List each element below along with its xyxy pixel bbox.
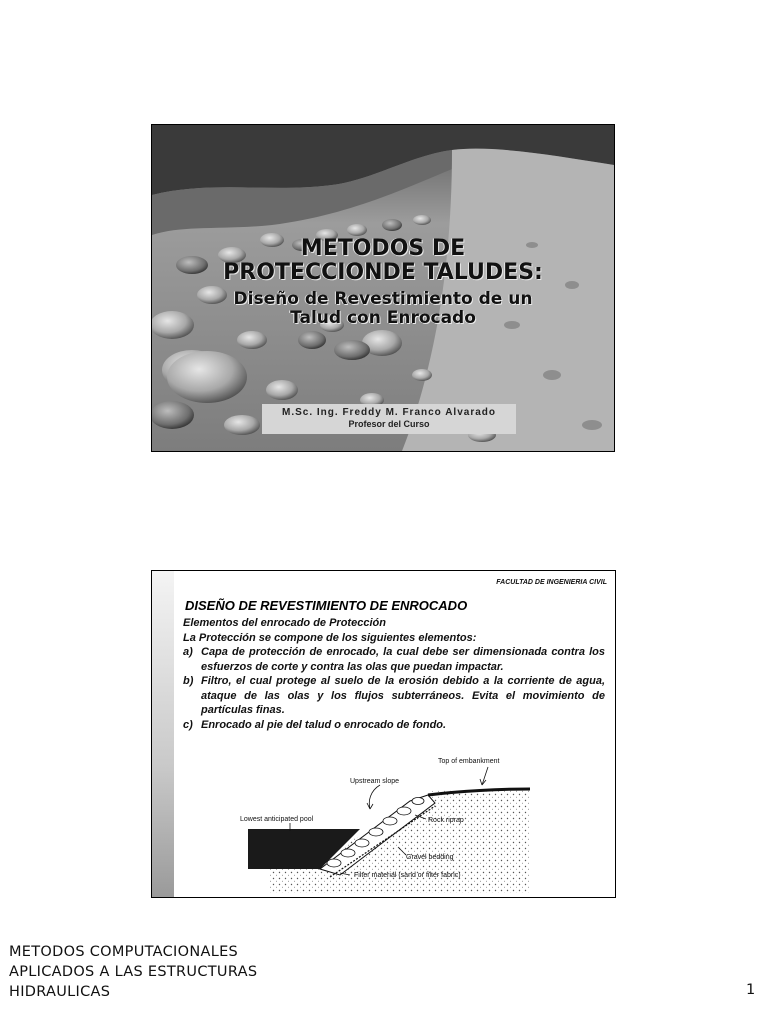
footer-line-3: HIDRAULICAS <box>9 984 111 1000</box>
riverbank-rocks-photo <box>152 125 614 451</box>
slide-subheading: Elementos del enrocado de Protección <box>183 617 386 629</box>
slide-subtitle-line-1: Diseño de Revestimiento de un <box>233 289 533 309</box>
label-filter-material: Filter material (sand or filter fabric) <box>354 872 461 879</box>
riprap-cross-section-diagram <box>230 751 530 895</box>
course-footer <box>9 942 257 1002</box>
list-item-text: Capa de protección de enrocado, la cual debe ser dimensionada contra los esfuerzos de corte y contra las olas que puedan impactar. <box>201 646 605 673</box>
title-slide <box>151 124 615 452</box>
footer-line-1: METODOS COMPUTACIONALES <box>9 944 239 960</box>
slide-body <box>183 616 605 732</box>
label-lowest-pool: Lowest anticipated pool <box>240 816 314 823</box>
list-item <box>183 718 605 733</box>
slide-intro: La Protección se compone de los siguientes elementos: <box>183 631 477 644</box>
slide-side-bar <box>152 571 174 897</box>
content-slide <box>151 570 616 898</box>
list-item-label: b) <box>183 675 194 687</box>
list-item-text: Enrocado al pie del talud o enrocado de fondo. <box>201 718 447 731</box>
label-rock-riprap: Rock riprap <box>428 817 464 824</box>
list-item <box>183 645 605 674</box>
slide-subtitle-line-2: Talud con Enrocado <box>290 308 476 328</box>
author-role: Profesor del Curso <box>348 419 430 429</box>
label-upstream-slope: Upstream slope <box>350 778 400 785</box>
author-box <box>262 404 516 434</box>
page-number: 1 <box>746 982 756 998</box>
list-item-label: c) <box>183 718 193 731</box>
label-top-of-embankment: Top of embankment <box>438 758 500 765</box>
slide-title-line-1: METODOS DE <box>300 236 466 261</box>
slide-title-line-2: PROTECCIONDE TALUDES: <box>223 260 543 285</box>
list-item-label: a) <box>183 646 193 658</box>
footer-line-2: APLICADOS A LAS ESTRUCTURAS <box>9 964 258 980</box>
label-gravel-bedding: Gravel bedding <box>406 854 454 861</box>
list-item-text: Filtro, el cual protege al suelo de la erosión debido a la corriente de agua, ataque de las olas y los flujos subterráneos. Evita el movimiento de partículas finas. <box>201 675 605 716</box>
list-item <box>183 674 605 718</box>
author-name: M.Sc. Ing. Freddy M. Franco Alvarado <box>282 407 496 418</box>
faculty-header: FACULTAD DE INGENIERIA CIVIL <box>496 579 607 586</box>
slide-heading: DISEÑO DE REVESTIMIENTO DE ENROCADO <box>185 598 468 613</box>
